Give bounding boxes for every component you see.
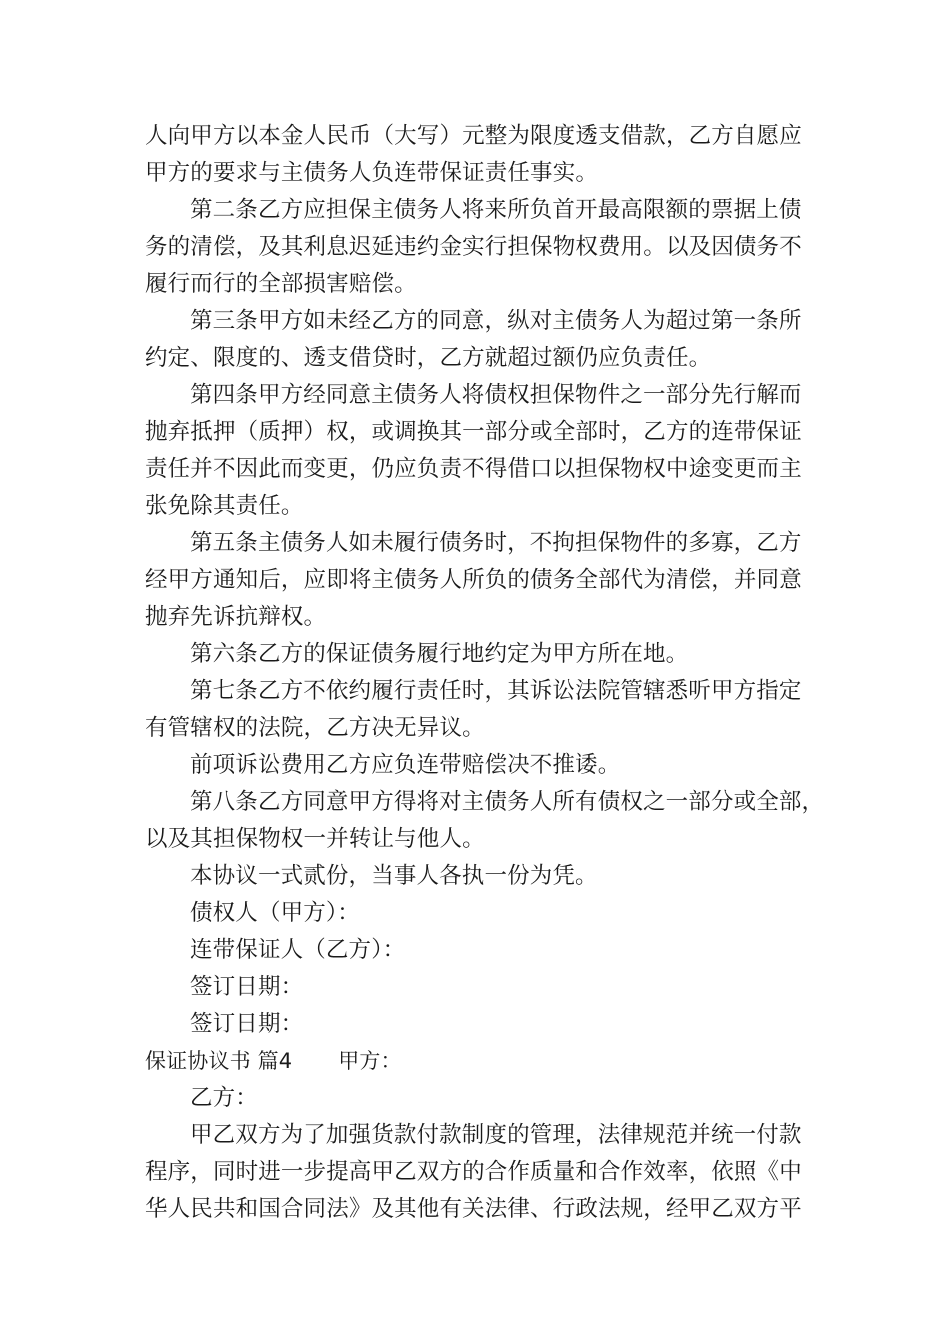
text-line: 张免除其责任。 (145, 493, 304, 519)
text-line: 程序，同时进一步提高甲乙双方的合作质量和合作效率，依照《中 (145, 1159, 802, 1185)
clause-7: 第七条乙方不依约履行责任时，其诉讼法院管辖悉听甲方指定 (190, 678, 802, 704)
intro-paragraph-line: 甲乙双方为了加强货款付款制度的管理，法律规范并统一付款 (190, 1122, 802, 1148)
clause-2: 第二条乙方应担保主债务人将来所负首开最高限额的票据上债 (190, 197, 802, 223)
clause-4: 第四条甲方经同意主债务人将债权担保物件之一部分先行解而 (190, 382, 802, 408)
text-line: 以及其担保物权一并转让与他人。 (145, 826, 485, 852)
text-line: 履行而行的全部损害赔偿。 (145, 271, 417, 297)
clause-6: 第六条乙方的保证债务履行地约定为甲方所在地。 (190, 641, 689, 667)
clause-8: 第八条乙方同意甲方得将对主债务人所有债权之一部分或全部， (190, 789, 825, 815)
section-heading-row (145, 1043, 815, 1080)
party-b-label: 乙方： (190, 1085, 258, 1111)
creditor-signature-line: 债权人（甲方）： (190, 900, 360, 926)
guarantor-signature-line: 连带保证人（乙方）： (190, 937, 406, 963)
text-line: 务的清偿，及其利息迟延违约金实行担保物权费用。以及因债务不 (145, 234, 802, 260)
signing-date-line: 签订日期： (190, 974, 304, 1000)
clause-3: 第三条甲方如未经乙方的同意，纵对主债务人为超过第一条所 (190, 308, 802, 334)
text-line: 人向甲方以本金人民币（大写）元整为限度透支借款，乙方自愿应 (145, 123, 802, 149)
document-page (145, 118, 825, 1228)
party-a-label: 甲方： (338, 1049, 402, 1073)
text-line: 抛弃抵押（质押）权，或调换其一部分或全部时，乙方的连带保证 (145, 419, 802, 445)
text-line: 有管辖权的法院，乙方决无异议。 (145, 715, 485, 741)
text-line: 抛弃先诉抗辩权。 (145, 604, 327, 630)
text-line: 责任并不因此而变更，仍应负责不得借口以担保物权中途变更而主 (145, 456, 802, 482)
text-line: 甲方的要求与主债务人负连带保证责任事实。 (145, 160, 599, 186)
clause-5: 第五条主债务人如未履行债务时，不拘担保物件的多寡，乙方 (190, 530, 802, 556)
copies-line: 本协议一式贰份，当事人各执一份为凭。 (190, 863, 598, 889)
signing-date-line: 签订日期： (190, 1011, 304, 1037)
litigation-costs-line: 前项诉讼费用乙方应负连带赔偿决不推诿。 (190, 752, 621, 778)
text-line: 经甲方通知后，应即将主债务人所负的债务全部代为清偿，并同意 (145, 567, 802, 593)
section-heading: 保证协议书 篇4 (145, 1049, 293, 1073)
text-line: 约定、限度的、透支借贷时，乙方就超过额仍应负责任。 (145, 345, 712, 371)
text-line: 华人民共和国合同法》及其他有关法律、行政法规，经甲乙双方平 (145, 1196, 802, 1222)
